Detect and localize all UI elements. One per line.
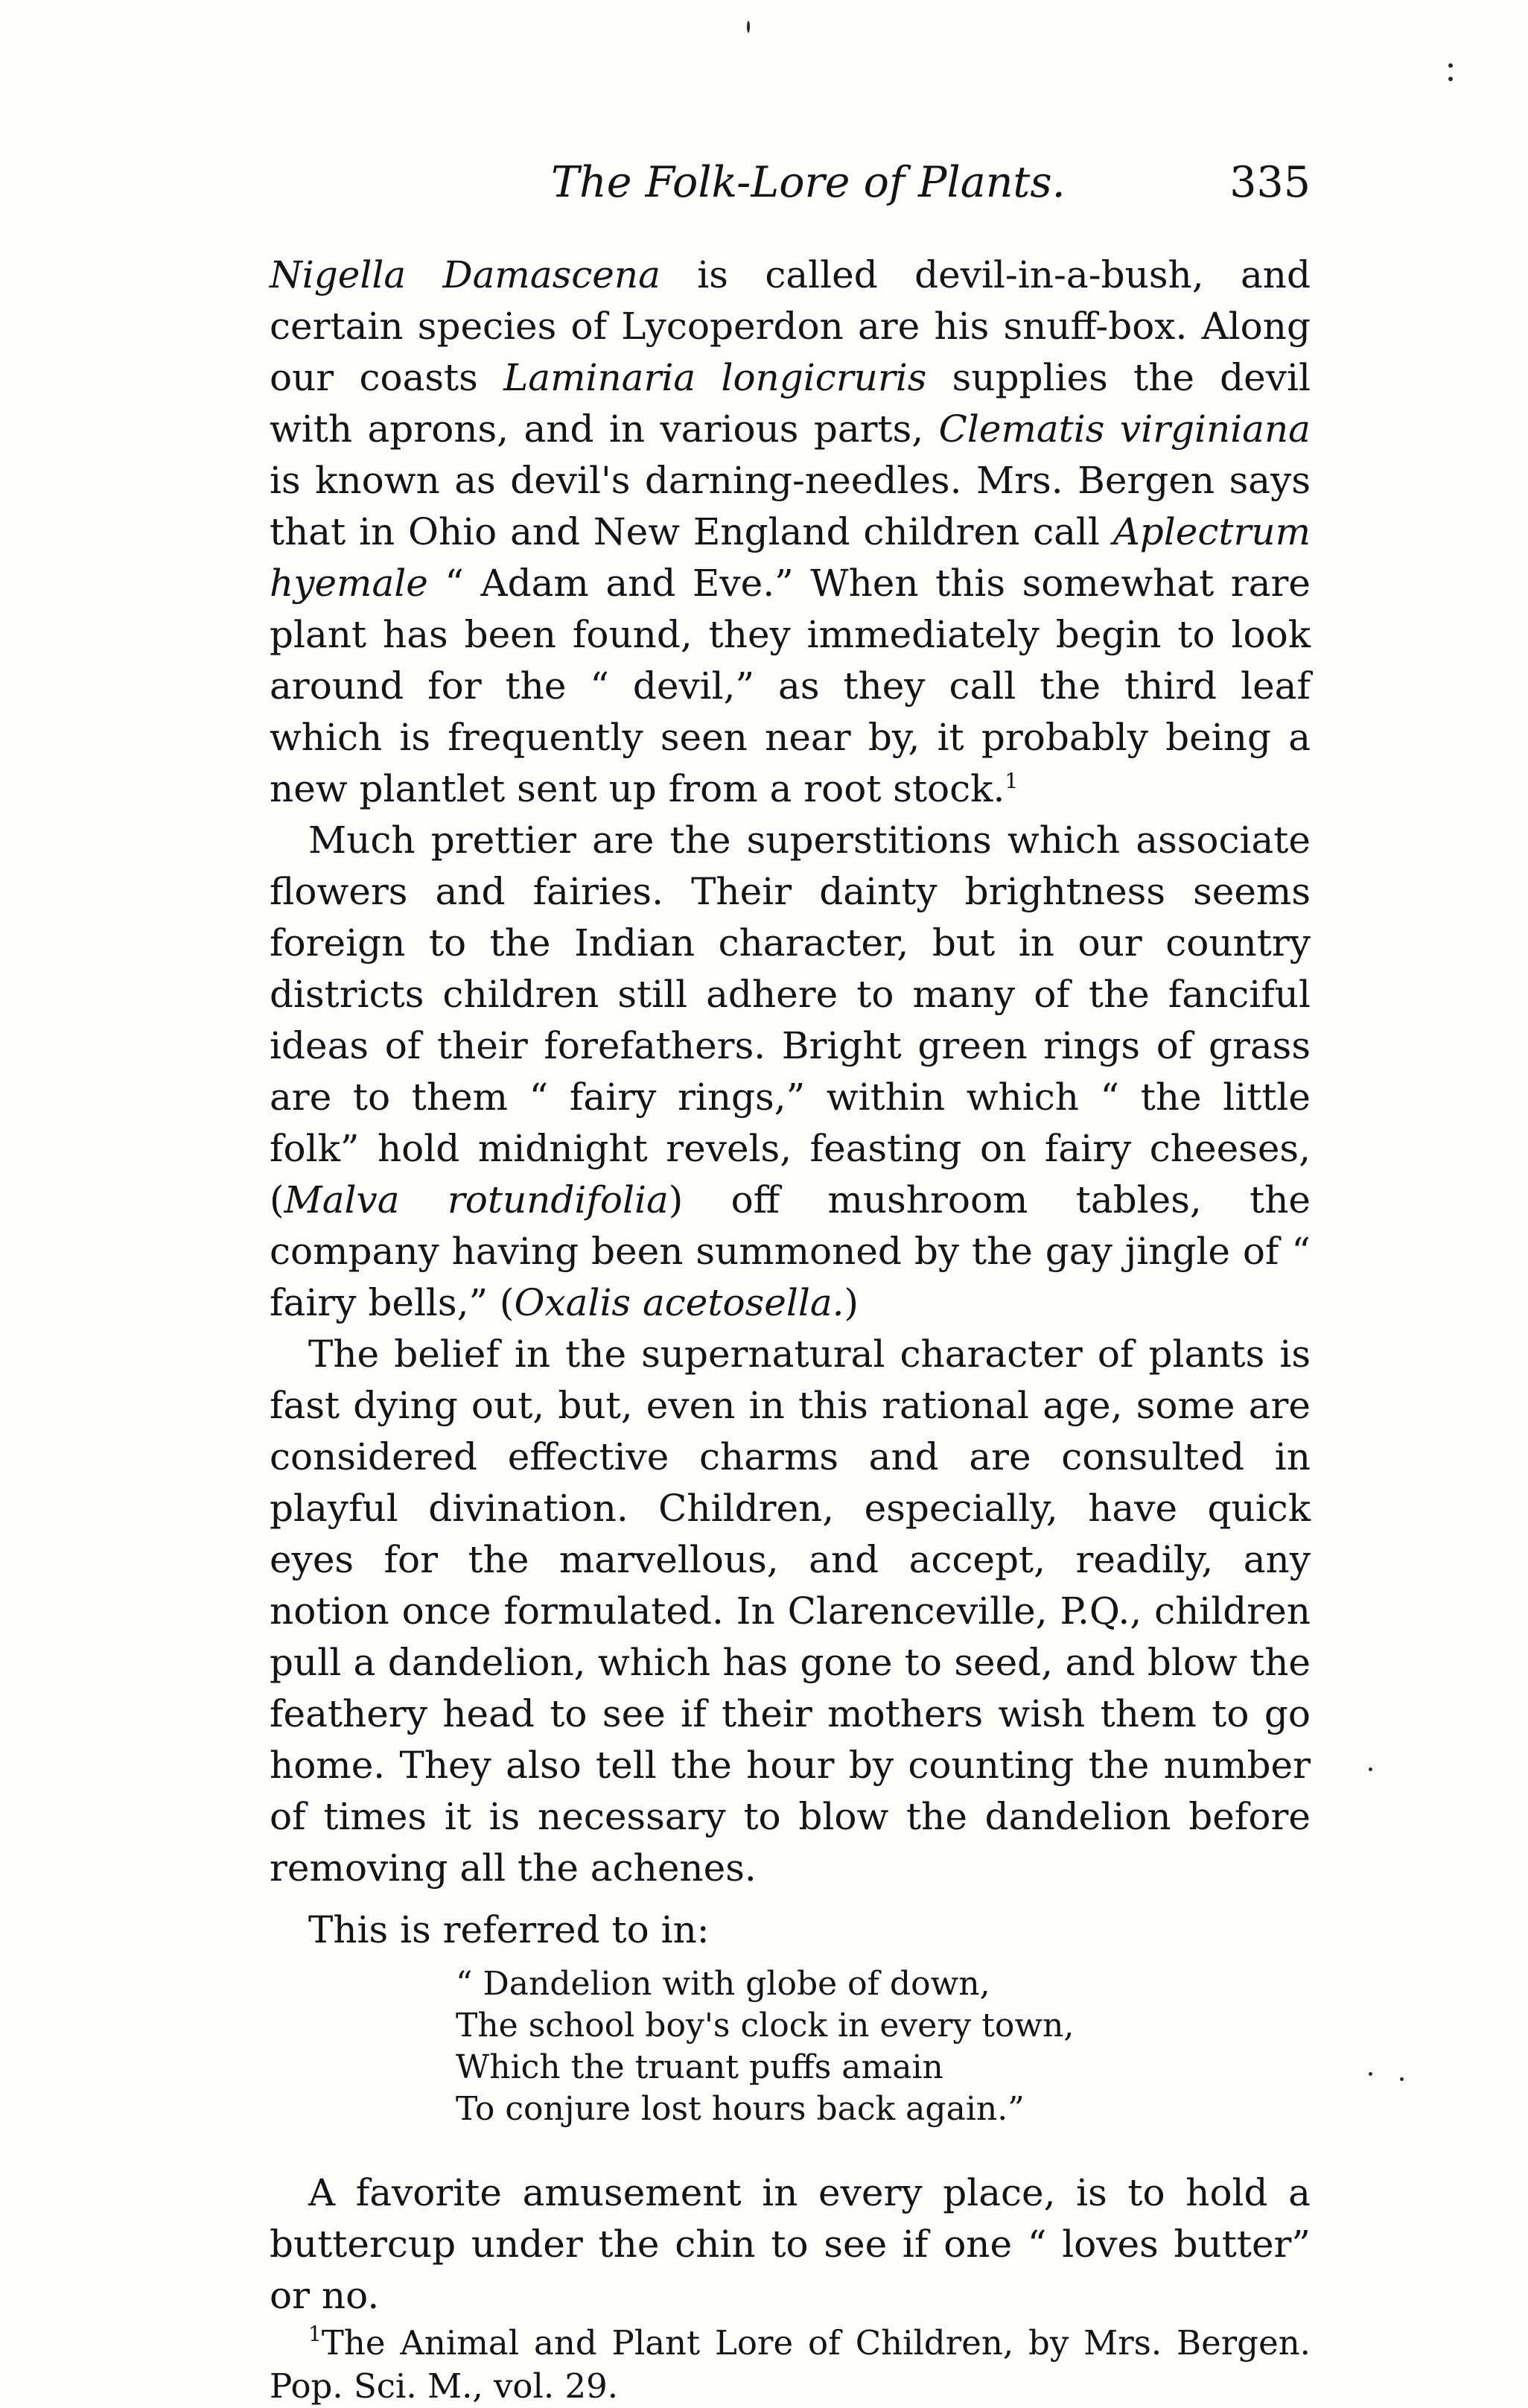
verse-quotation: [456, 1963, 1311, 2130]
italic-species-name: Clematis virginiana: [938, 407, 1311, 451]
paragraph-text: is called devil-in-a-bush, and certain species of Lycoperdon are his snuff-box. Along our coasts: [270, 253, 1311, 399]
paragraph-text: “ Adam and Eve.” When this somewhat rare plant has been found, they immediately begin to look around for the “ devil,” as they call the third leaf which is frequently seen near by, it probably being a new plantlet sent up from a root stock.: [270, 562, 1311, 810]
page-body: [270, 250, 1311, 2408]
verse-line: To conjure lost hours back again.”: [456, 2090, 1025, 2128]
italic-species-name: Aplectrum hyemale: [270, 510, 1311, 605]
paragraph-text: ) off mushroom tables, the company having been summoned by the gay jingle of “ fairy bells,” (: [270, 1178, 1311, 1324]
paragraph-text: supplies the devil with aprons, and in various parts,: [270, 356, 1311, 451]
page-number: 335: [1229, 158, 1311, 207]
verse-line: “ Dandelion with globe of down,: [456, 1965, 990, 2003]
paragraph-devil-plants: [270, 250, 1311, 815]
paragraph-text: ): [844, 1281, 859, 1324]
footnote-text: The Animal and Plant Lore of Children, by Mrs. Bergen. Pop. Sci. M., vol. 29.: [270, 2323, 1311, 2406]
italic-species-name: Laminaria longicruris: [503, 356, 927, 399]
verse-line: Which the truant puffs amain: [456, 2048, 943, 2086]
page-header: [268, 149, 1311, 216]
paragraph-text: Much prettier are the superstitions which associate flowers and fairies. Their dainty brightness seems foreign to the Indian character, but in our country districts children still adhere to many of the fanciful ideas of their forefathers. Bright green rings of grass are to them “ fairy rings,” within which “ the little folk” hold midnight revels, feasting on fairy cheeses, (: [270, 819, 1311, 1222]
paragraph-fairies: [270, 815, 1311, 1329]
scan-speck: [1369, 2072, 1372, 2076]
verse-line: The school boy's clock in every town,: [456, 2007, 1075, 2045]
footnote-reference: 1: [1005, 769, 1019, 793]
scan-speck: [1400, 2077, 1404, 2081]
running-title: The Folk-Lore of Plants.: [551, 158, 1066, 207]
scan-speck: [1448, 63, 1453, 68]
scan-speck: [747, 21, 750, 33]
italic-species-name: Oxalis acetosella.: [514, 1281, 844, 1324]
paragraph-buttercup: A favorite amusement in every place, is to hold a buttercup under the chin to see if one “ loves butter” or no.: [270, 2171, 1311, 2317]
scan-speck: [1369, 1767, 1372, 1771]
italic-species-name: Malva rotundifolia: [284, 1178, 669, 1222]
footnote-marker: 1: [308, 2322, 322, 2346]
paragraph-divination: The belief in the supernatural character of plants is fast dying out, but, even in this rational age, some are considered effective charms and are consulted in playful divination. Children, especially, have quick eyes for the marvellous, and accept, readily, any notion once formulated. In Clarenceville, P.Q., children pull a dandelion, which has gone to seed, and blow the feathery head to see if their mothers wish them to go home. They also tell the hour by counting the number of times it is necessary to blow the dandelion before removing all the achenes.: [270, 1332, 1311, 1890]
italic-species-name: Nigella Damascena: [270, 253, 660, 296]
scan-speck: [1448, 77, 1453, 81]
paragraph-text: is known as devil's darning-needles. Mrs. Bergen says that in Ohio and New England children call: [270, 459, 1311, 553]
footnote: [270, 2322, 1311, 2408]
paragraph-verse-lead: This is referred to in:: [308, 1908, 710, 1951]
